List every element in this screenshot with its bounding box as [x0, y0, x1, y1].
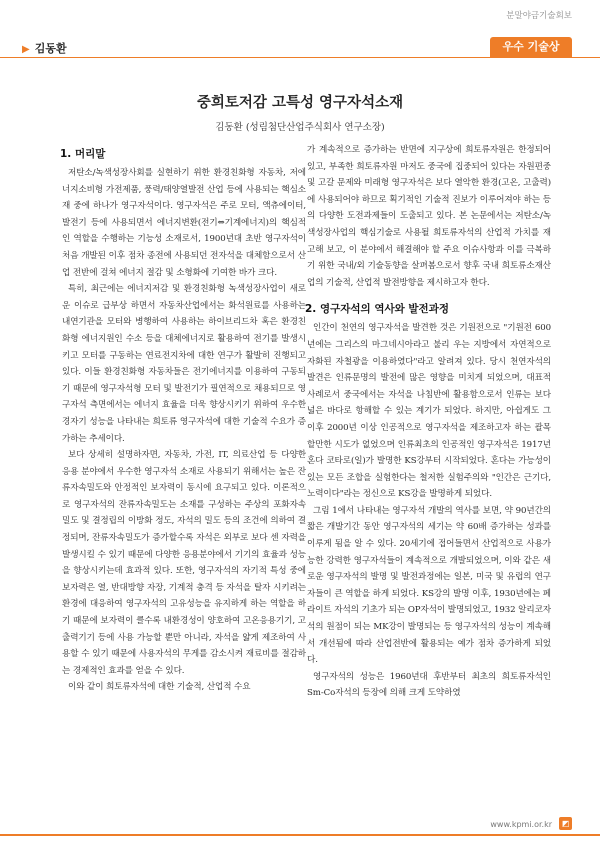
paragraph: 가 계속적으로 증가하는 반면에 지구상에 희토류자원은 한정되어 있고, 부족한 희토류자원 마저도 중국에 집중되어 있다는 자원편중 및 고갈 문제와 미래형 영구자석은 보다 열악한 환경(고온, 고출력)에 사용되어야 하므로 획기적인 기술적 진보가 이루어져야 하는 등의 다양한 도전과제들이 도출되고 있다. 본 논문에서는 저탄소/녹색성장사업의 핵심기술로 사용될 희토류자석의 산업적 가치를 재고해 보고, 이 분야에서 해결해야 할 주요 이슈사항과 이를 극복하기 위한 국내/외 기술동향을 살펴봄으로서 향후 국내 희토류소재산업의 기술적, 산업적 발전방향을 제시하고자 한다.	[307, 145, 551, 288]
paragraph: 이와 같이 희토류자석에 대한 기술적, 산업적 수요	[68, 682, 251, 693]
award-badge: 우수 기술상	[490, 37, 572, 57]
footer-url[interactable]: www.kpmi.or.kr	[490, 820, 552, 829]
page-corner-icon: ◩	[559, 817, 572, 830]
paragraph: 특히, 최근에는 에너지저감 및 환경친화형 녹색성장사업이 새로운 이슈로 급부상 하면서 자동차산업에서는 화석원료를 사용하는 내연기관을 모터와 병행하여 사용하는 하이브리드차 혹은 환경친화형 에너지원인 수소 등을 대체에너지로 활용하여 전기를 발생시키고 모터를 구동하는 연료전지차에 대한 연구가 활발히 진행되고 있다. 이들 환경친화형 자동차들은 전기에너지를 이용하여 구동되기 때문에 영구자석형 모터 및 발전기가 필연적으로 채용되므로 영구자석 측면에서는 에너지 효율을 더욱 향상시키기 위하여 우수한 경자기 성능을 나타내는 희토류 영구자석에 대한 기술적 수요가 증가하는 추세이다.	[62, 284, 306, 444]
paragraph: 보다 상세히 설명하자면, 자동차, 가전, IT, 의료산업 등 다양한 응용 분야에서 우수한 영구자석 소재로 사용되기 위해서는 높은 잔류자속밀도와 안정적인 보자력이 동시에 요구되고 있다. 이론적으로 영구자석의 잔류자속밀도는 소재를 구성하는 주상의 포화자속밀도 및 결정립의 이방화 정도, 자석의 밀도 등의 조건에 의하여 결정되며, 잔류자속밀도가 증가할수록 자석은 외부로 보다 센 자력을 발생시킬 수 있기 때문에 다양한 응용분야에서 기기의 효율과 성능을 향상시키는데 효과적 있다. 또한, 영구자석의 자기적 특성 중에 보자력은 열, 반대방향 자장, 기계적 충격 등 자석을 탈자 시키려는 환경에 대응하여 영구자석의 고유성능을 유지하게 하는 역할을 하기 때문에 보자력이 클수록 내환경성이 양호하여 고온응용기기, 고출력기기 등에 사용 가능할 뿐만 아니라, 자석을 얇게 제조하여 사용할 수 있기 때문에 사용자석의 무게를 감소시켜 재료비를 절감하는 경제적인 효과를 얻을 수 있다.	[62, 450, 306, 676]
article-byline: 김동환 (성림첨단산업주식회사 연구소장)	[215, 122, 385, 133]
paragraph: 저탄소/녹색성장사회를 실현하기 위한 환경친화형 자동차, 저에너지소비형 가전제품, 풍력/태양열발전 산업 등에 사용되는 핵심소재 중에 하나가 영구자석이다. 영구자석은 주로 모터, 액츄에이터, 발전기 등에 사용되면서 에너지변환(전기⇔기계에너지)의 핵심적인 역할을 수행하는 기능성 소재로서, 1900년대 초반 영구자석이 처음 개발된 이후 점차 종전에 사용되던 전자석을 대체함으로서 산업 전반에 걸쳐 에너지 절감 및 소형화에 기여한 바가 크다.	[62, 168, 306, 278]
author-tag-label: 김동환	[34, 42, 67, 55]
paragraph: 인간이 천연의 영구자석을 발견한 것은 기원전으로 "기원전 600년에는 그리스의 마그네시아라고 불리 우는 지방에서 자연적으로 자화된 자철광을 이용하였다"라고 알려져 있다. 당시 천연자석의 발견은 인류문명의 발전에 많은 영향을 미치게 되었으며, 대표적 사례로서 중국에서는 자석을 나침반에 활용함으로서 인류는 보다 넓은 바다로 항해할 수 있는 계기가 되었다. 하지만, 아쉽게도 그 이후 2000년 이상 인공적으로 영구자석을 제조하고자 하는 괄목할만한 시도가 없었으며 인류최초의 인공적인 영구자석은 1917년 혼다 코타로(일)가 발명한 KS강부터 시작되었다. 혼다는 가능성이 있는 모든 조합을 실험한다는 철저한 실험주의와 "인간은 근기다, 노력이다"라는 정신으로 KS강을 발명하게 되었다.	[307, 323, 551, 500]
header-bar	[0, 40, 600, 58]
section-heading-2: 2. 영구자석의 역사와 발전과정	[305, 303, 449, 316]
right-column	[307, 142, 551, 702]
paragraph: 영구자석의 성능은 1960년대 후반부터 최초의 희토류자석인 Sm-Co자석의 등장에 의해 크게 도약하였	[307, 671, 551, 699]
section-heading-1: 1. 머리말	[60, 148, 106, 160]
journal-name: 분말야금기술회보	[506, 11, 572, 21]
article-title: 중희토저감 고특성 영구자석소재	[196, 94, 404, 111]
triangle-right-icon: ▶	[22, 44, 30, 55]
footer-divider	[0, 834, 600, 836]
paragraph: 그림 1에서 나타내는 영구자석 개발의 역사를 보면, 약 90년간의 짧은 개발기간 동안 영구자석의 세기는 약 60배 증가하는 성과를 이루게 됨을 알 수 있다. 20세기에 접어들면서 산업적으로 사용가능한 강력한 영구자석들이 계속적으로 개발되었으며, 이와 같은 새로운 영구자석의 발명 및 발전과정에는 일본, 미국 및 유럽의 연구자들이 큰 역할을 하게 되었다. KS강의 발명 이후, 1930년에는 페라이트 자석의 기초가 되는 OP자석이 발명되었고, 1932 알리코자석의 원점이 되는 MK강이 발명되는 등 영구자석의 성능이 계속해서 개선됨에 따라 산업전반에 활용되는 예가 점차 증가하게 되었다.	[307, 505, 551, 666]
author-tag	[22, 40, 67, 56]
left-column	[62, 147, 306, 696]
